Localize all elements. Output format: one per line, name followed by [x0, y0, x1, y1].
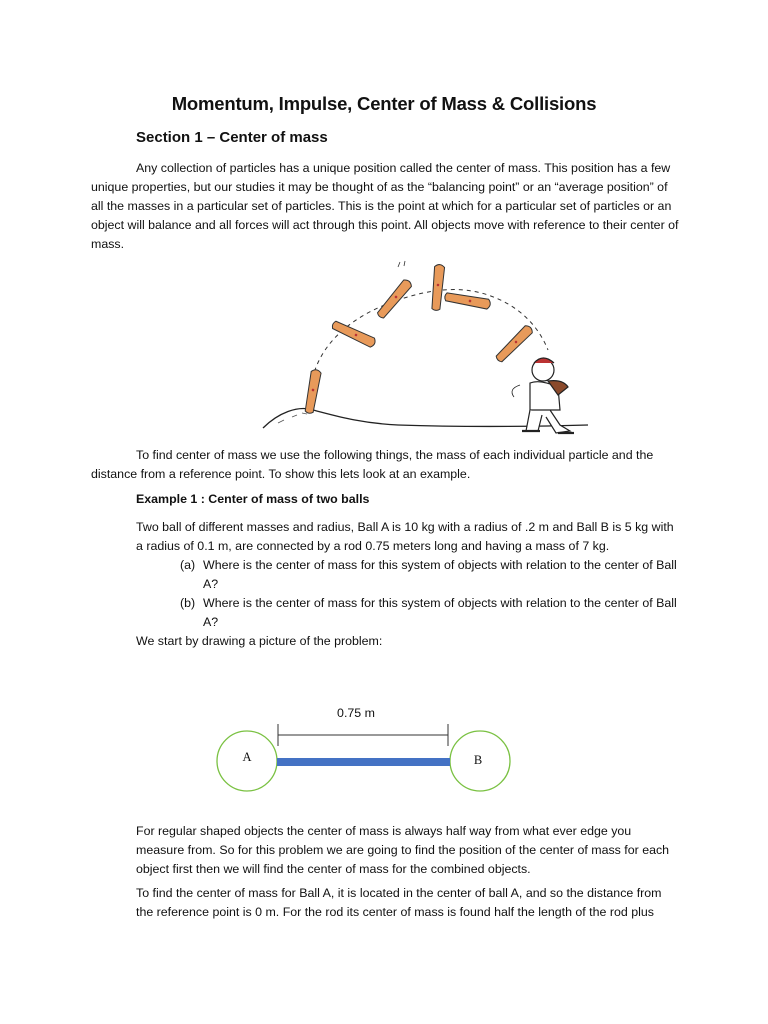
question-b-text: Where is the center of mass for this system of objects with relation to the center of Ball A?: [203, 596, 677, 629]
intro-paragraph: Any collection of particles has a unique position called the center of mass. This position has a few unique properties, but our studies it may be thought of as the “balancing point” or an “average position” of all the masses in a particular set of particles. This is the point at which for a particular set of particles or an object will balance and all forces will act through this point. All objects move with reference to their center of mass.: [91, 161, 679, 251]
bat-toss-illustration: [258, 255, 598, 445]
cartoon-player: [512, 358, 574, 433]
page-title: Momentum, Impulse, Center of Mass & Collisions: [171, 93, 597, 114]
two-ball-diagram: [210, 700, 520, 810]
regular-objects-paragraph: For regular shaped objects the center of mass is always half way from what ever edge you measure from. So for this problem we are going to find the position of the center of mass for each object first then we will find the center of mass for the combined objects.: [136, 824, 670, 876]
question-b-marker: (b): [180, 596, 196, 610]
bat-6: [494, 324, 534, 364]
question-a-marker: (a): [180, 558, 196, 572]
question-a-text: Where is the center of mass for this system of objects with relation to the center of Ball A?: [203, 558, 677, 591]
rod-length-label: 0.75 m: [337, 706, 375, 720]
bat-4: [431, 264, 445, 311]
ball-b-label: B: [473, 753, 483, 767]
example-description: Two ball of different masses and radius, Ball A is 10 kg with a radius of .2 m and Ball B is 5 kg with a radius of 0.1 m, are connected by a rod 0.75 meters long and having a mass of 7 kg.: [136, 520, 674, 553]
drawing-intro: We start by drawing a picture of the problem:: [136, 634, 383, 648]
ball-a-center-paragraph: To find the center of mass for Ball A, it is located in the center of ball A, and so the distance from the reference point is 0 m. For the rod its center of mass is found half the length of the rod plus: [136, 886, 662, 919]
bat-3: [376, 278, 413, 320]
bat-1: [304, 369, 321, 414]
question-b: [180, 594, 680, 631]
example-title: Example 1 : Center of mass of two balls: [136, 492, 370, 506]
find-center-paragraph: To find center of mass we use the following things, the mass of each individual particle and the distance from a reference point. To show this lets look at an example.: [91, 448, 654, 481]
rod: [277, 758, 450, 766]
ball-a-label: A: [242, 750, 252, 764]
bat-2: [331, 320, 377, 349]
question-a: [180, 556, 680, 593]
bat-5: [444, 292, 491, 310]
section-heading: Section 1 – Center of mass: [136, 129, 328, 146]
